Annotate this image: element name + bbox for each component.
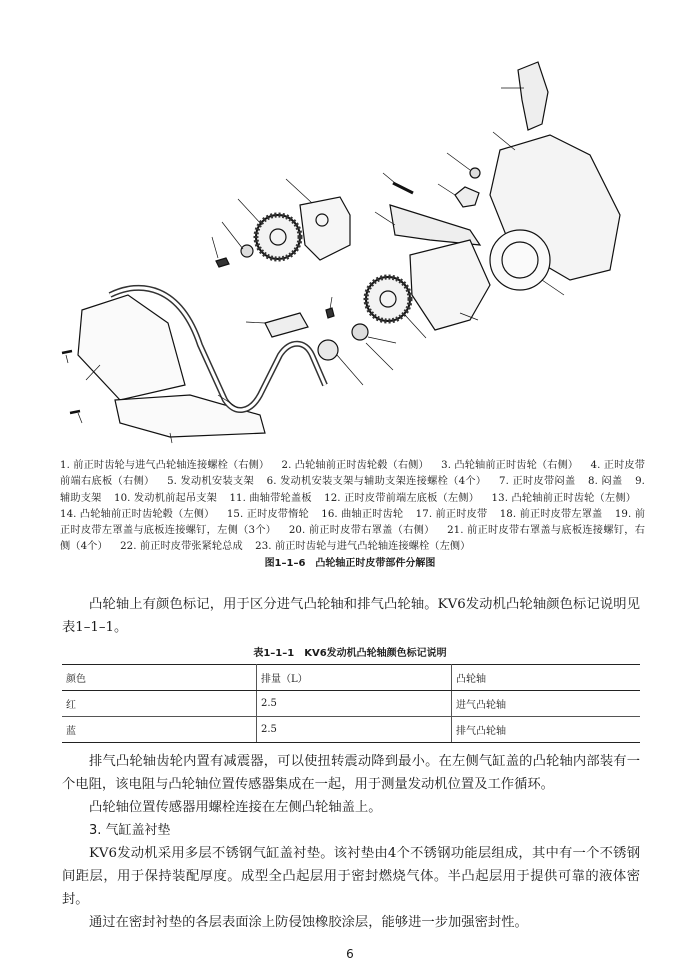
table-header-row — [62, 665, 640, 691]
paragraph-gasket: KV6发动机采用多层不锈钢气缸盖衬垫。该衬垫由4个不锈钢功能层组成，其中有一个不锈钢间距层，用于保持装配厚度。成型全凸起层用于密封燃烧气体。半凸起层用于提供可靠的液体密封。 — [62, 846, 640, 907]
column-header: 颜色 — [62, 665, 257, 691]
legend-item: 12. 正时皮带前端左底板（左侧） — [324, 492, 480, 504]
right-belt-cover — [78, 295, 185, 400]
legend-item: 23. 前正时齿轮与进气凸轮轴连接螺栓（左侧） — [255, 541, 471, 553]
legend-item: 11. 曲轴带轮盖板 — [229, 492, 312, 504]
table-cell: 红 — [62, 691, 257, 717]
table-cell: 2.5 — [257, 691, 452, 717]
paragraph-camshaft-marks: 凸轮轴上有颜色标记，用于区分进气凸轮轴和排气凸轮轴。KV6发动机凸轮轴颜色标记说明见表1–1–1。 — [62, 597, 640, 635]
left-belt-cover — [115, 395, 265, 437]
legend-item: 6. 发动机安装支架与辅助支架连接螺栓（4个） — [266, 476, 487, 488]
column-header: 排量（L） — [257, 665, 452, 691]
table-cell: 排气凸轮轴 — [452, 717, 641, 743]
legend-item: 14. 凸轮轴前正时齿轮毂（左侧） — [60, 508, 215, 520]
column-header: 凸轮轴 — [452, 665, 641, 691]
figure-caption: 图1–1–6 凸轮轴正时皮带部件分解图 — [264, 558, 436, 569]
engine-mount-bracket — [390, 205, 480, 245]
crank-pulley-cover — [490, 230, 550, 290]
table-title: 表1–1–1 KV6发动机凸轮轴颜色标记说明 — [253, 648, 447, 659]
legend-item: 7. 正时皮带闷盖 — [498, 476, 576, 488]
camshaft-color-table — [62, 664, 640, 743]
left-back-plate — [410, 240, 490, 330]
legend-item: 13. 凸轮轴前正时齿轮（左侧） — [491, 492, 636, 504]
belt-cap — [455, 187, 479, 207]
legend-item: 19. 前正时皮带左罩盖与底板连接螺钉，左侧（3个） — [60, 508, 646, 537]
legend-item: 3. 凸轮轴前正时齿轮（右侧） — [441, 460, 579, 471]
legend-item: 17. 前正时皮带 — [415, 508, 488, 520]
paragraph-damper: 排气凸轮轴齿轮内置有减震器，可以使扭转震动降到最小。在左侧气缸盖的凸轮轴内部装有一个电阻，该电阻与凸轮轴位置传感器集成在一起，用于测量发动机位置及工作循环。 — [62, 754, 640, 792]
table-cell: 进气凸轮轴 — [452, 691, 641, 717]
legend-item: 2. 凸轮轴前正时齿轮毂（右侧） — [281, 460, 429, 471]
mount-bolt — [393, 183, 413, 193]
legend-item: 16. 曲轴正时齿轮 — [321, 508, 404, 520]
legend-item: 15. 正时皮带惰轮 — [226, 508, 309, 520]
figure-legend — [60, 458, 645, 556]
crank-gear — [318, 340, 338, 360]
paragraph-sensor: 凸轮轴位置传感器用螺栓连接在左侧凸轮轴盖上。 — [89, 800, 382, 815]
legend-item: 22. 前正时皮带张紧轮总成 — [120, 541, 243, 553]
tensioner-assembly — [265, 313, 308, 337]
legend-item: 20. 前正时皮带右罩盖（右侧） — [288, 525, 435, 537]
right-back-plate — [300, 197, 350, 260]
table-cell: 2.5 — [257, 717, 452, 743]
page-number: 6 — [346, 947, 354, 961]
left-gear-hub — [352, 324, 368, 340]
paragraph-coating: 通过在密封衬垫的各层表面涂上防侵蚀橡胶涂层，能够进一步加强密封性。 — [89, 915, 528, 930]
legend-item: 9. 辅助支架 — [60, 476, 645, 504]
legend-item: 18. 前正时皮带左罩盖 — [499, 508, 603, 520]
section-heading: 3. 气缸盖衬垫 — [89, 823, 171, 838]
right-cover-screw — [62, 351, 72, 353]
exploded-diagram — [50, 55, 650, 455]
table-cell: 蓝 — [62, 717, 257, 743]
legend-item: 10. 发动机前起吊支架 — [113, 492, 218, 504]
right-gear-hub — [241, 245, 253, 257]
table-row — [62, 717, 640, 743]
legend-item: 4. 正时皮带前端右底板（右侧） — [60, 460, 645, 488]
left-cam-bolt — [326, 308, 334, 318]
plug — [470, 168, 480, 178]
lift-bracket — [518, 62, 548, 130]
legend-item: 21. 前正时皮带右罩盖与底板连接螺钉，右侧（4个） — [60, 525, 645, 553]
legend-item: 5. 发动机安装支架 — [167, 476, 255, 488]
legend-item: 1. 前正时齿轮与进气凸轮轴连接螺栓（右侧） — [60, 460, 270, 471]
left-cover-screw — [70, 411, 80, 413]
legend-item: 8. 闷盖 — [588, 476, 623, 488]
table-row — [62, 691, 640, 717]
